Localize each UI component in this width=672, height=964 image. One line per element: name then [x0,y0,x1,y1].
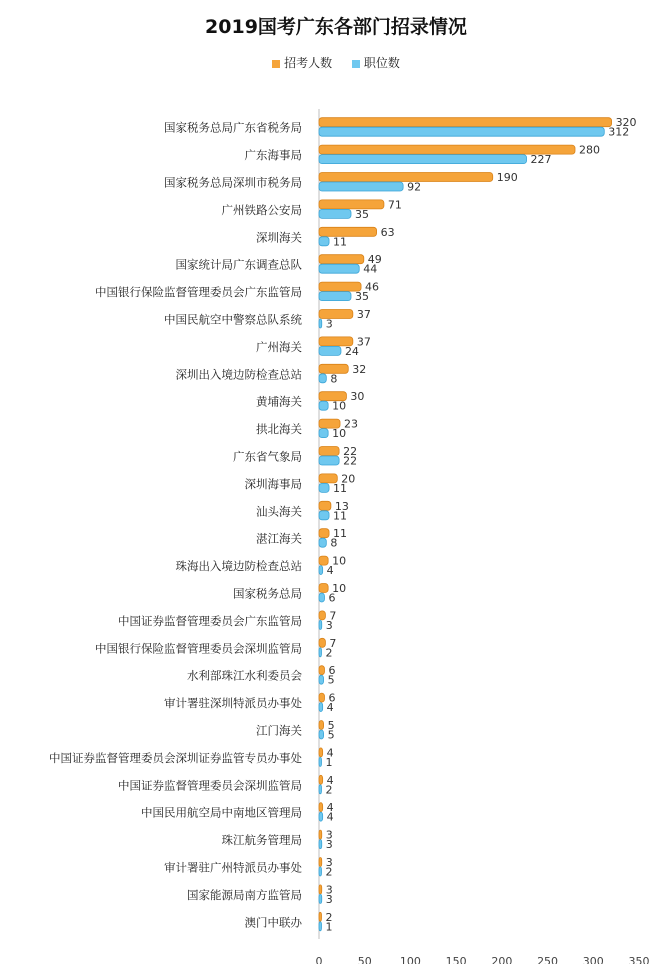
data-label-recruits: 4 [326,773,334,787]
category-label: 国家税务总局深圳市税务局 [164,175,302,190]
category-label: 审计署驻深圳特派员办事处 [164,696,302,711]
x-tick-label: 200 [491,955,513,964]
category-label: 广州铁路公安局 [221,202,302,217]
bar-recruits [319,200,384,209]
category-label: 中国证券监督管理委员会广东监管局 [118,613,302,628]
category-label: 深圳海关 [256,230,302,245]
data-label-recruits: 3 [325,856,333,869]
x-tick-label: 0 [315,955,323,964]
data-label-positions: 312 [608,125,630,139]
data-label-positions: 4 [326,564,334,578]
data-label-recruits: 190 [496,171,518,184]
data-label-positions: 3 [325,892,333,906]
bar-positions [319,593,324,602]
bar-positions [319,401,328,410]
category-label: 拱北海关 [256,422,302,437]
data-label-recruits: 4 [326,746,334,760]
bar-recruits [319,638,325,647]
data-label-recruits: 6 [328,691,336,705]
data-label-recruits: 30 [350,390,365,404]
x-tick-label: 300 [582,955,604,964]
bar-positions [319,483,329,492]
data-label-recruits: 3 [325,828,333,842]
bar-recruits [319,118,612,127]
data-label-recruits: 4 [326,801,334,815]
bar-recruits [319,529,329,538]
bar-positions [319,867,322,876]
data-label-positions: 3 [325,618,333,632]
data-label-positions: 2 [325,865,333,879]
bar-recruits [319,666,324,675]
bar-positions [319,155,527,164]
category-label: 水利部珠江水利委员会 [187,668,302,683]
bar-positions [319,237,329,246]
bar-recruits [319,830,322,839]
bar-positions [319,812,323,821]
data-label-positions: 22 [343,454,358,468]
data-label-positions: 10 [332,399,347,413]
legend-label-recruits: 招考人数 [284,56,333,70]
data-label-recruits: 11 [333,527,348,541]
bar-recruits [319,912,322,921]
category-label: 广东省气象局 [233,449,302,464]
data-label-positions: 5 [327,728,335,742]
bar-positions [319,620,322,629]
bar-recruits [319,885,322,894]
bar-recruits [319,721,324,730]
data-label-positions: 1 [325,755,333,769]
x-tick-label: 350 [628,955,650,964]
bar-recruits [319,748,323,757]
category-label: 中国证券监督管理委员会深圳证券监管专员办事处 [49,750,302,765]
data-label-recruits: 22 [343,445,358,458]
category-label: 中国银行保险监督管理委员会广东监管局 [95,285,302,300]
data-label-positions: 35 [355,290,370,304]
category-label: 国家税务总局广东省税务局 [164,120,302,135]
data-label-recruits: 37 [356,335,371,349]
data-label-positions: 6 [328,591,336,605]
data-label-recruits: 6 [328,664,336,678]
data-label-positions: 24 [344,344,359,358]
category-label: 深圳海事局 [244,476,302,491]
data-label-recruits: 20 [341,472,356,486]
bar-recruits [319,227,377,236]
category-label: 深圳出入境边防检查总站 [175,367,302,382]
bar-positions [319,538,326,547]
data-label-positions: 35 [355,207,370,221]
category-label: 广州海关 [256,339,302,354]
bar-positions [319,566,323,575]
data-label-positions: 44 [363,262,378,276]
data-label-positions: 2 [325,783,333,797]
bar-positions [319,346,341,355]
bar-positions [319,292,351,301]
bar-positions [319,182,403,191]
bar-positions [319,209,351,218]
category-label: 珠海出入境边防检查总站 [175,559,302,574]
data-label-positions: 2 [325,646,333,660]
data-label-recruits: 49 [367,253,382,267]
bar-positions [319,511,329,520]
category-label: 中国证券监督管理委员会深圳监管局 [118,778,302,793]
bar-positions [319,374,326,383]
data-label-recruits: 7 [329,609,337,623]
bar-recruits [319,310,353,319]
data-label-recruits: 10 [332,582,347,595]
data-label-recruits: 320 [615,116,637,130]
category-label: 江门海关 [256,723,302,738]
data-label-recruits: 2 [325,910,333,924]
data-label-recruits: 46 [365,280,380,294]
category-label: 汕头海关 [256,504,302,519]
data-label-recruits: 23 [344,417,359,431]
x-tick-label: 250 [537,955,559,964]
bar-positions [319,319,322,328]
data-label-positions: 1 [325,920,333,934]
data-label-recruits: 280 [579,143,601,157]
bar-recruits [319,173,493,182]
data-label-positions: 3 [325,838,333,852]
bar-positions [319,840,322,849]
category-label: 中国银行保险监督管理委员会深圳监管局 [95,641,302,656]
bar-positions [319,675,324,684]
bar-recruits [319,584,328,593]
x-tick-label: 50 [357,955,372,964]
bar-positions [319,703,323,712]
data-label-recruits: 13 [334,499,349,513]
x-tick-label: 150 [445,955,467,964]
category-label: 中国民用航空局中南地区管理局 [141,805,302,820]
data-label-positions: 227 [530,153,552,167]
data-label-recruits: 63 [380,225,395,239]
data-label-recruits: 5 [327,719,335,732]
chart-title: 2019国考广东各部门招录情况 [205,16,467,38]
bar-positions [319,757,322,766]
bar-positions [319,264,359,273]
data-label-recruits: 71 [387,198,402,212]
data-label-recruits: 3 [325,883,333,897]
bar-recruits [319,255,364,264]
category-label: 黄埔海关 [256,394,302,409]
bar-positions [319,894,322,903]
category-label: 广东海事局 [244,148,302,163]
data-label-positions: 4 [326,701,334,715]
bar-positions [319,127,604,136]
category-label: 中国民航空中警察总队系统 [164,312,302,327]
x-tick-label: 100 [399,955,421,964]
bar-positions [319,456,339,465]
data-label-positions: 10 [332,427,347,441]
bar-recruits [319,858,322,867]
bar-recruits [319,803,323,812]
bar-recruits [319,611,325,620]
data-label-positions: 11 [333,509,348,523]
data-label-positions: 3 [325,317,333,331]
category-label: 审计署驻广州特派员办事处 [164,860,302,875]
bar-positions [319,429,328,438]
bar-positions [319,730,324,739]
data-label-positions: 11 [333,481,348,495]
data-label-recruits: 32 [352,362,367,376]
bar-positions [319,648,322,657]
data-label-recruits: 37 [356,308,371,321]
bar-recruits [319,501,331,510]
data-label-positions: 11 [333,235,348,249]
bar-recruits [319,693,324,702]
data-label-recruits: 7 [329,636,337,650]
legend-label-positions: 职位数 [363,56,400,70]
data-label-positions: 92 [407,180,422,194]
data-label-positions: 5 [327,673,335,687]
data-label-positions: 8 [330,536,338,550]
category-label: 国家能源局南方监管局 [187,887,302,902]
category-label: 国家税务总局 [233,586,302,601]
category-label: 湛江海关 [256,531,302,546]
category-label: 珠江航务管理局 [221,833,302,848]
data-label-positions: 4 [326,810,334,824]
category-label: 澳门中联办 [244,915,302,930]
data-label-recruits: 10 [332,554,347,568]
bar-recruits [319,447,339,456]
bar-positions [319,785,322,794]
bar-recruits [319,775,323,784]
category-label: 国家统计局广东调查总队 [175,257,302,272]
data-label-positions: 8 [330,372,338,386]
bar-positions [319,922,322,931]
